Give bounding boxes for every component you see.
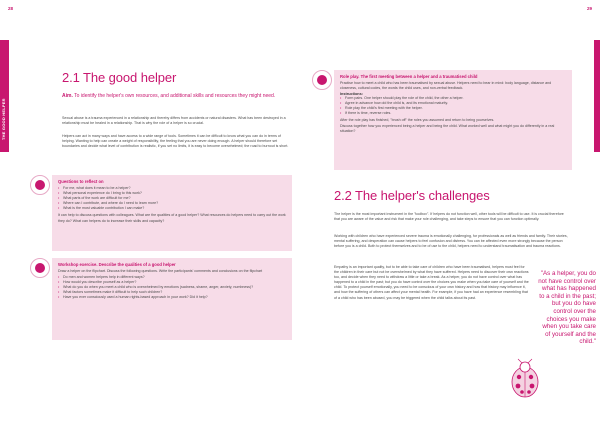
roleplay-box [334, 70, 572, 170]
reflect-list [58, 186, 286, 211]
instructions-label: Instructions: [340, 92, 363, 97]
section-title-2-2: 2.2 The helper's challenges [334, 188, 490, 203]
paragraph-intro: Sexual abuse is a trauma experienced in a relationship and thereby differs from accidents or natural disasters. What has been destroyed in a relationship must be healed in a relationship. That is why the role of a helper is so crucial. [62, 116, 286, 126]
list-item: • Form pairs. One helper should play the role of the child, the other a helper. [340, 96, 566, 101]
roleplay-title: Role play. The first meeting between a helper and a traumatised child [340, 74, 478, 79]
workshop-title: Workshop exercise. Describe the qualities of a good helper [58, 262, 176, 267]
workshop-list [58, 275, 286, 300]
reflect-note: It can help to discuss questions with colleagues. What are the qualities of a good helper? What resources do helpers need to carry out the work they do? What can helpers do to increase their skills and capacity? [58, 213, 286, 223]
paragraph-helpers: Helpers can act in many ways and have access to a wide range of tools. Sometimes it can be difficult to know what you can do in terms of helping. Wanting to help can create a weight of responsibility, the feeling that you are never doing enough. A helper should therefore set boundaries and decide what level of contribution is realistic, if you set no limits, it is easy to become overwhelmed; the road to burnout is short. [62, 134, 289, 149]
section-title-2-1: 2.1 The good helper [62, 70, 177, 85]
question-icon [35, 180, 45, 190]
page-number-left: 28 [8, 6, 14, 11]
list-item: • Role play the child's first meeting with the helper. [340, 106, 566, 111]
side-tab-right [594, 40, 600, 152]
workshop-intro: Draw a helper on the flipchart. Discuss the following questions. Write the participants' comments and conclusions on the flipchart [58, 269, 263, 273]
reflect-badge [30, 175, 50, 195]
paragraph-toolbox: The helper is the most important instrument in the "toolbox". If helpers do not function well, other tools will be difficult to use. It is crucial therefore that you are aware of the value and risk that make your role challenging, and take steps to ensure that you can function optimally. [334, 212, 564, 222]
list-item: • If there is time, reverse roles. [340, 111, 566, 116]
pull-quote: "As a helper, you do not have control over what has happened to a child in the past; but you do have control over the choices you make when you take care of yourself and the child." [538, 270, 596, 346]
roleplay-after: After the role play has finished, "brush off" the roles you assumed and return to being yourselves. [340, 117, 495, 122]
workshop-badge [30, 258, 50, 278]
flipchart-icon [35, 263, 45, 273]
aim-statement [62, 93, 287, 99]
people-icon [317, 75, 327, 85]
side-tab [0, 40, 9, 152]
ladybird-illustration [508, 358, 542, 400]
aim-text: To identify the helper's own resources, and additional skills and resources they might need. [74, 93, 276, 99]
list-item: • Have you ever consciously used a human rights-based approach in your work? Did it help? [58, 295, 286, 300]
list-item: • What parts of the work are difficult for me? [58, 196, 286, 201]
list-item: • What personal experience do I bring to this work? [58, 191, 286, 196]
list-item: • Where can I contribute, and where do I need to learn more? [58, 201, 286, 206]
roleplay-badge [312, 70, 332, 90]
list-item: • What is the most valuable contribution I can make? [58, 206, 286, 211]
list-item: • What factors sometimes make it difficult to help such children? [58, 290, 286, 295]
roleplay-list [340, 96, 566, 116]
reflect-box [52, 175, 292, 251]
page-number-right: 29 [586, 6, 592, 11]
roleplay-intro: Practise how to meet a child who has been traumatised by sexual abuse. Helpers need to bear in mind: body language, distance and closeness, cultural codes, the words the child uses, and non-verbal feedback. [340, 81, 552, 91]
reflect-title: Questions to reflect on [58, 179, 104, 184]
right-page [300, 0, 600, 424]
roleplay-discuss: Discuss together how you experienced being a helper and being the child. What worked well and what might you do differently in a real situation? [340, 123, 555, 133]
list-item: • Agree in advance how old the child is, and its emotional maturity. [340, 101, 566, 106]
aim-label: Aim. [62, 93, 73, 99]
workshop-box [52, 258, 292, 340]
paragraph-empathy: Empathy is an important quality, but to be able to take care of children who have been traumatised, helpers must feel for the children in their care but not be overwhelmed by what they have suffered. Helpers need to discover their own reactions too, and decide when they need to withdraw a little or take a break. As a helper, you do not have control over what has happened to a child in the past; but you do have control over the choices you make when you take care of yourself and the child. To protect yourself emotionally, you need to be conscious of your own history and how that history may influence it, and how the suffering of others can affect your mental health. For example, if you have had an experience resembling that of a child who has been abused, you may be triggered when the child talks about its past. [334, 265, 529, 300]
paragraph-trauma: Working with children who have experienced severe trauma is emotionally challenging, for professionals as well as friends and family. Their stories, mental suffering, and desperation can cause helpers to feel confusion and distress. You can be affected even more strongly because the person before you is a child. Both to protect themselves and to be of use to the child, helpers need to understand traumatisation and trauma reactions. [334, 234, 568, 249]
side-tab-label: THE GOOD HELPER [1, 98, 6, 140]
list-item: • For me, what does it mean to be a helper? [58, 186, 286, 191]
list-item: • Do men and women helpers help in different ways? [58, 275, 286, 280]
list-item: • What do you do when you meet a child who is overwhelmed by emotions (sadness, shame, anger, anxiety, numbness)? [58, 285, 286, 290]
list-item: • How would you describe yourself as a helper? [58, 280, 286, 285]
